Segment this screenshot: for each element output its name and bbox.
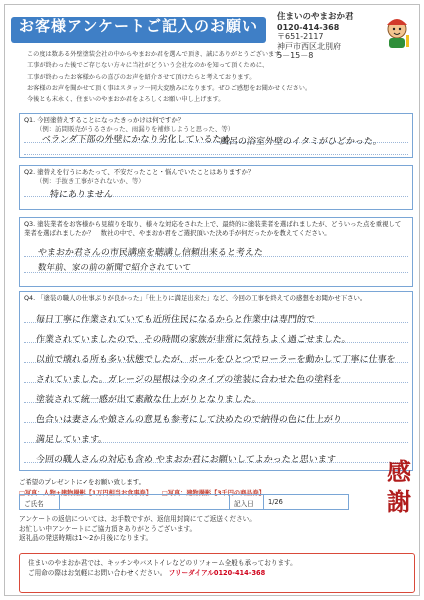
- intro-line: 工事が終わった後でご存じない方々に当社がどういう会社なのかを知って頂くために、: [27, 62, 269, 70]
- thanks-stamp: 感謝: [387, 457, 411, 516]
- free-dial[interactable]: フリーダイアル0120-414-368: [168, 569, 266, 577]
- present-label: ご希望のプレゼントに✓をお願い致します。: [19, 478, 146, 486]
- question-4-answer: 作業されていましたので、その時間の家族が非常に気持ちよく過ごせました。: [35, 335, 352, 345]
- question-3-box: [19, 217, 413, 287]
- question-1-answer: ベランダ下部の外壁にかなり劣化しているため: [41, 135, 232, 145]
- answer-rule: [24, 154, 408, 155]
- intro-text: [27, 49, 327, 105]
- company-zip: 〒651-2117: [277, 32, 324, 41]
- notice-line: 返礼品の発送時期は1～2か月後になります。: [19, 534, 153, 542]
- question-3-text: Q3. 塗装業者をお客様から見積りを取り、様々な対応をされた上で、最終的に塗装業者を選ばれましたが、どういった点を重視して: [24, 220, 402, 228]
- page-title: お客様アンケートご記入のお願い: [18, 17, 259, 35]
- question-3-answer: やまおか君さんの市民講座を聴講し信頼出来ると考えた: [37, 248, 264, 258]
- notice-text: [19, 515, 349, 544]
- intro-line: お客様のお声を聞かせて頂く事はスタッフ一同大変励みになります。ぜひご感想をお聞かせください。: [27, 84, 312, 92]
- question-1-box: [19, 113, 413, 158]
- date-label: 記入日: [230, 495, 264, 509]
- footer-line: ご用命の際はお気軽にお問い合わせください。: [28, 569, 167, 577]
- footer-line: 住まいのやまおか君では、キッチンやバストイレなどのリフォーム全般も承っております。: [28, 559, 297, 567]
- question-4-answer: 塗装されて統一感が出て素敵な仕上がりとなりました。: [35, 395, 262, 405]
- question-4-answer: 毎日丁寧に作業されていても近所住民になるからと作業中は専門的で: [35, 315, 316, 325]
- present-option-voucher[interactable]: □写真：建物撮影【3千円の商品券】: [161, 490, 265, 497]
- name-date-box: [19, 494, 349, 510]
- question-3-text-cont: 業者を選ばれましたか？ 数社の中で、やまおか君をご選択頂いた決め手が何だったかを教えてください。: [24, 228, 331, 237]
- name-label: ご氏名: [20, 495, 60, 509]
- present-section: [19, 477, 359, 542]
- notice-line: お忙しい中アンケートにご協力頂きありがとうございます。: [19, 524, 197, 533]
- survey-sheet: [4, 4, 420, 596]
- company-address-number: 5－15－8: [277, 51, 314, 60]
- company-address: 神戸市西区北別府: [277, 41, 341, 51]
- intro-line: 工事が終わったお客様からの喜びのお声を紹介させて頂けたらと考えております。: [27, 73, 256, 81]
- intro-line: この度は数ある外壁塗装会社の中からやまおか君を選んで頂き、誠にありがとうございます。: [27, 51, 287, 58]
- question-1-answer: 風呂の浴室外壁のイタミがひどかった。: [219, 137, 383, 147]
- present-option-meal[interactable]: □写真：人物+建物撮影【1万円相当お食事券】: [19, 490, 152, 497]
- mascot-icon: [379, 15, 415, 51]
- question-3-answer: 数年前、家の前の新聞で紹介されていて: [37, 263, 192, 273]
- question-4-text: Q4. 「塗装の職人の仕事ぶりが良かった」「仕上りに満足出来た」など、今回の工事を終えての感想をお聞かせ下さい。: [24, 294, 367, 302]
- company-tel: 0120-414-368: [277, 22, 340, 32]
- question-4-answer: 満足しています。: [35, 435, 108, 445]
- question-4-answer: されていました。ガレージの屋根は今のタイプの塗装に合わせた色の塗料を: [35, 375, 342, 385]
- question-2-answer: 特にありません: [49, 190, 114, 200]
- date-field[interactable]: 1/26: [268, 498, 283, 506]
- name-field[interactable]: [60, 495, 230, 509]
- question-4-box: [19, 291, 413, 471]
- question-4-answer: 今回の職人さんの対応も含め やまおか君にお願いしてよかったと思います: [35, 455, 337, 465]
- notice-line: アンケートの返信については、お手数ですが、返信用封筒にてご返送ください。: [19, 515, 256, 523]
- question-1-text: Q1. 今回塗替えすることになったきっかけは何ですか？: [24, 116, 185, 124]
- question-4-answer: 色合いは妻さんや娘さんの意見も参考にして決めたので納得の色に仕上がり: [35, 415, 343, 425]
- question-2-box: [19, 165, 413, 210]
- intro-line: 今後とも末永く、住まいのやまおか君をよろしくお願い申し上げます。: [27, 96, 225, 104]
- question-4-answer: 以前で壊れる所も多い状態でしたが、ボールをひとつでローラーを動かして丁寧に仕事を: [35, 355, 397, 365]
- question-1-example: （例：訪問販売がうるさかった、雨漏りを補修しようと思った、等）: [36, 124, 235, 133]
- company-name: 住まいのやまおか君: [277, 12, 354, 22]
- footer-box: [19, 553, 415, 593]
- question-2-text: Q2. 塗替えを行うにあたって、不安だったこと・悩んでいたことはありますか？: [24, 168, 255, 176]
- question-2-example: （例：手抜き工事がされないか、等）: [36, 176, 145, 185]
